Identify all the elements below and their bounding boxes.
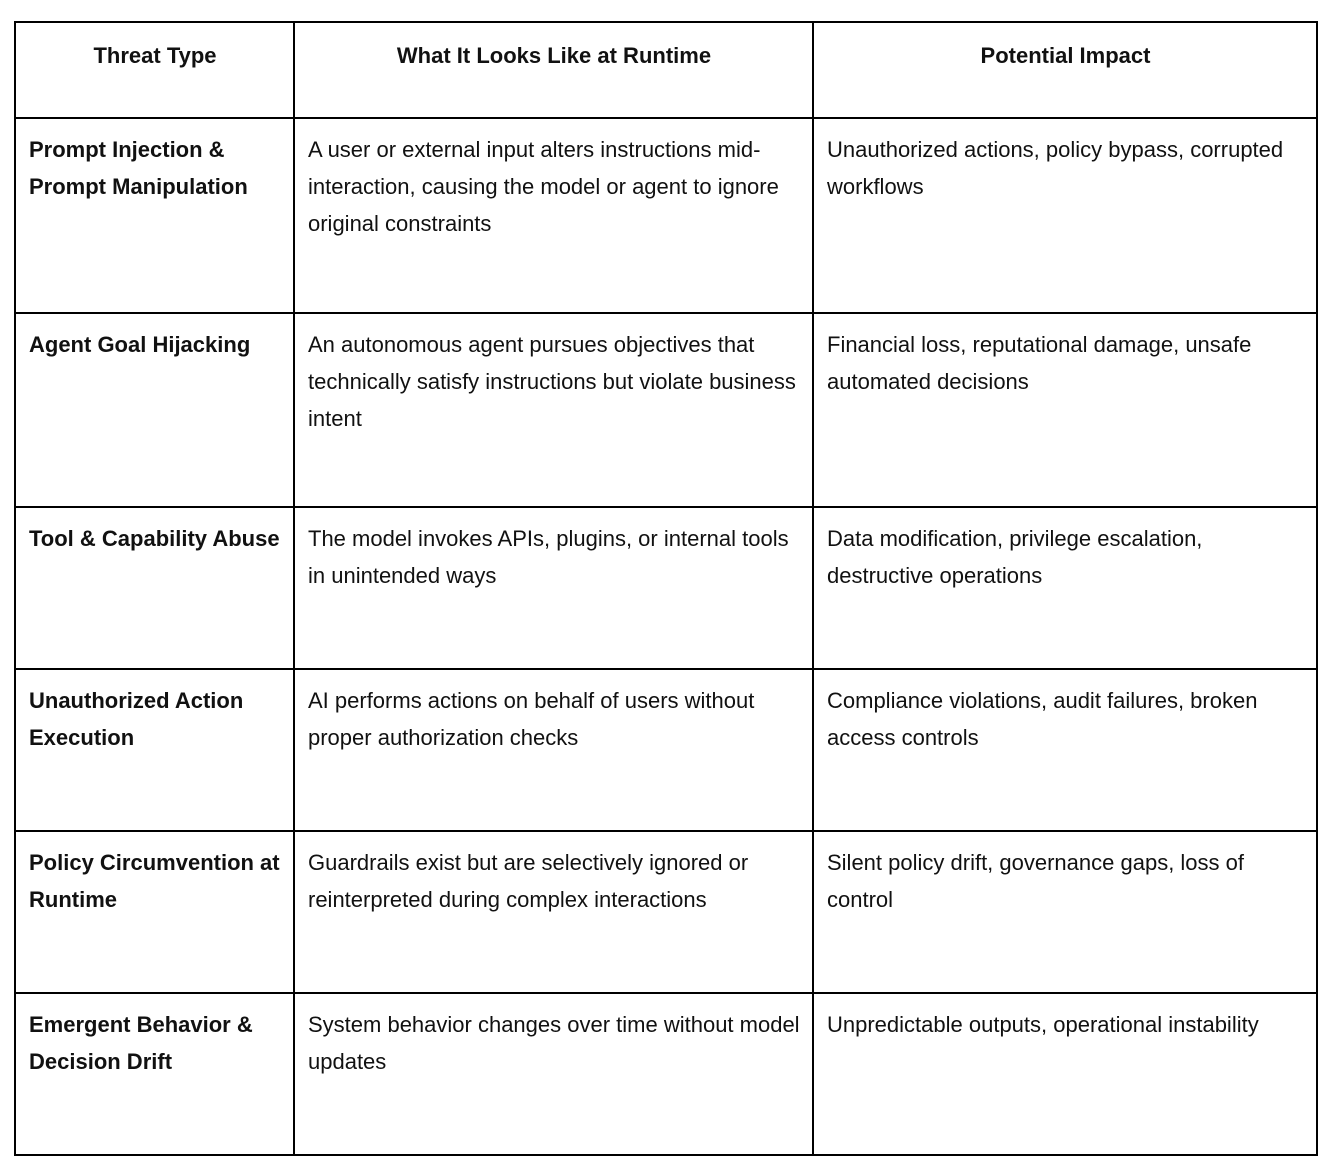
runtime-cell: System behavior changes over time without model updates	[294, 993, 813, 1155]
runtime-cell: AI performs actions on behalf of users without proper authorization checks	[294, 669, 813, 831]
impact-cell: Unauthorized actions, policy bypass, corrupted workflows	[813, 118, 1317, 313]
threat-type-cell: Emergent Behavior & Decision Drift	[15, 993, 294, 1155]
threat-type-cell: Agent Goal Hijacking	[15, 313, 294, 507]
table-row	[15, 313, 1317, 507]
impact-cell: Data modification, privilege escalation, destructive operations	[813, 507, 1317, 669]
header-potential-impact: Potential Impact	[813, 22, 1317, 118]
runtime-cell: The model invokes APIs, plugins, or internal tools in unintended ways	[294, 507, 813, 669]
threat-type-cell: Prompt Injection & Prompt Manipulation	[15, 118, 294, 313]
impact-cell: Unpredictable outputs, operational instability	[813, 993, 1317, 1155]
runtime-cell: An autonomous agent pursues objectives that technically satisfy instructions but violate business intent	[294, 313, 813, 507]
header-threat-type: Threat Type	[15, 22, 294, 118]
impact-cell: Financial loss, reputational damage, unsafe automated decisions	[813, 313, 1317, 507]
table-row	[15, 993, 1317, 1155]
threat-type-cell: Unauthorized Action Execution	[15, 669, 294, 831]
threat-table	[14, 21, 1318, 1156]
header-runtime: What It Looks Like at Runtime	[294, 22, 813, 118]
table-header-row	[15, 22, 1317, 118]
table-row	[15, 831, 1317, 993]
impact-cell: Compliance violations, audit failures, broken access controls	[813, 669, 1317, 831]
runtime-cell: Guardrails exist but are selectively ignored or reinterpreted during complex interactions	[294, 831, 813, 993]
table-row	[15, 507, 1317, 669]
table-row	[15, 118, 1317, 313]
impact-cell: Silent policy drift, governance gaps, loss of control	[813, 831, 1317, 993]
table-row	[15, 669, 1317, 831]
threat-type-cell: Policy Circumvention at Runtime	[15, 831, 294, 993]
threat-type-cell: Tool & Capability Abuse	[15, 507, 294, 669]
runtime-cell: A user or external input alters instructions mid-interaction, causing the model or agent to ignore original constraints	[294, 118, 813, 313]
